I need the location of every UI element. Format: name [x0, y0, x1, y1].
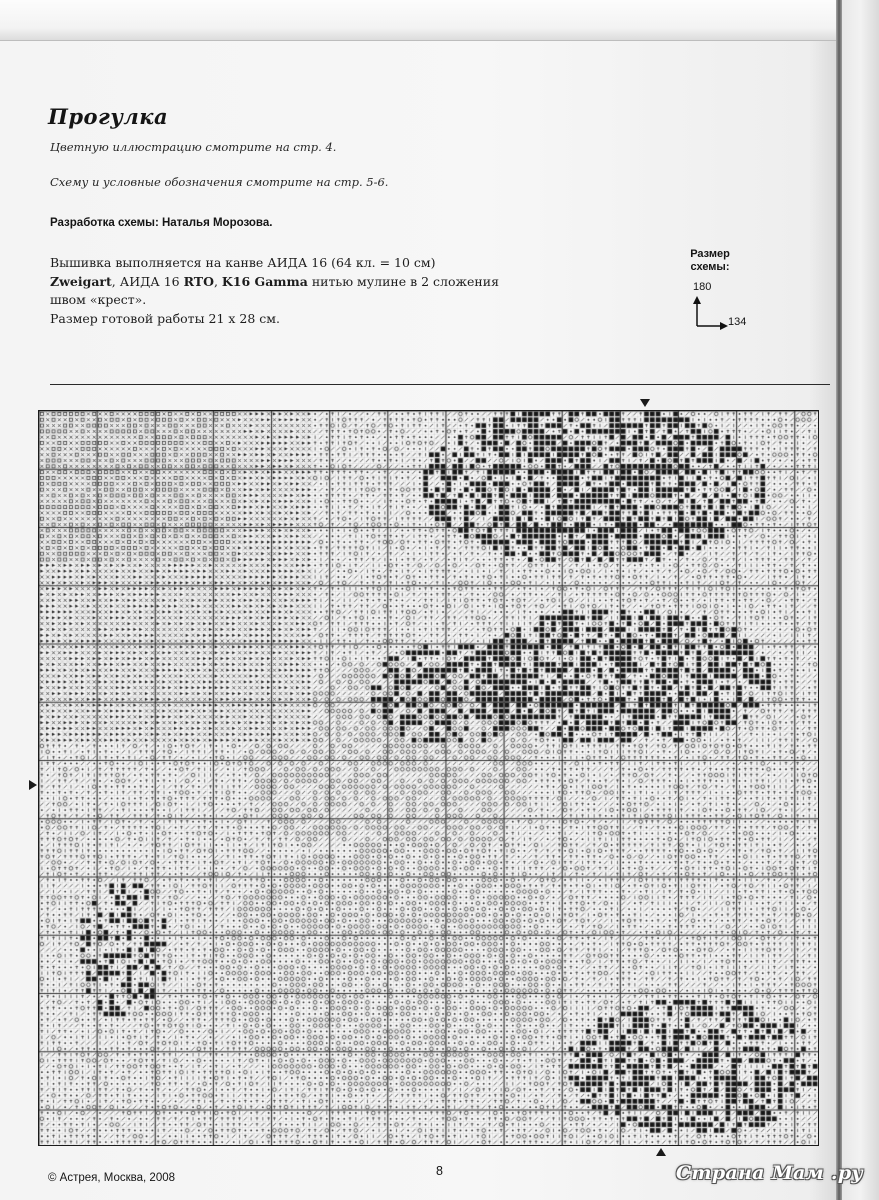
- scheme-height: 180: [693, 281, 712, 293]
- center-marker-left-icon: [29, 780, 37, 790]
- description-sep: ,: [213, 273, 222, 289]
- previous-page-edge: [0, 0, 879, 41]
- center-marker-bottom-icon: [656, 1148, 666, 1156]
- scheme-size-label-line1: Размер: [690, 248, 730, 260]
- site-watermark: Страна Мам .ру: [676, 1162, 864, 1184]
- next-page-edge: [842, 0, 879, 1200]
- pattern-title: Прогулка: [48, 104, 169, 129]
- illustration-reference: Цветную иллюстрацию смотрите на стр. 4.: [50, 140, 337, 154]
- author-line: Разработка схемы: Наталья Морозова.: [50, 217, 273, 229]
- brand-gamma: K16 Gamma: [221, 273, 308, 289]
- scheme-size-label-line2: схемы:: [690, 261, 730, 273]
- scheme-width: 134: [728, 316, 747, 328]
- scheme-size-arrow-icon: [690, 296, 730, 332]
- description-rest: нитью мулине в 2 сложения швом «крест».: [50, 273, 499, 307]
- copyright: © Астрея, Москва, 2008: [48, 1172, 175, 1184]
- brand-zweigart: Zweigart: [50, 273, 112, 289]
- page-number: 8: [436, 1164, 443, 1178]
- center-marker-top-icon: [640, 399, 650, 407]
- description-line1: Вышивка выполняется на канве АИДА 16 (64 кл. = 10 см): [50, 255, 436, 270]
- scheme-reference: Схему и условные обозначения смотрите на стр. 5-6.: [50, 175, 389, 189]
- cross-stitch-chart: [38, 410, 819, 1146]
- stitch-grid: [39, 411, 818, 1145]
- finished-size: Размер готовой работы 21 х 28 см.: [50, 310, 280, 326]
- description: [50, 254, 520, 328]
- scheme-size-label: [680, 248, 740, 274]
- brand-rto: RTO: [183, 273, 214, 289]
- description-mid: , АИДА 16: [111, 273, 184, 289]
- section-rule: [50, 384, 830, 385]
